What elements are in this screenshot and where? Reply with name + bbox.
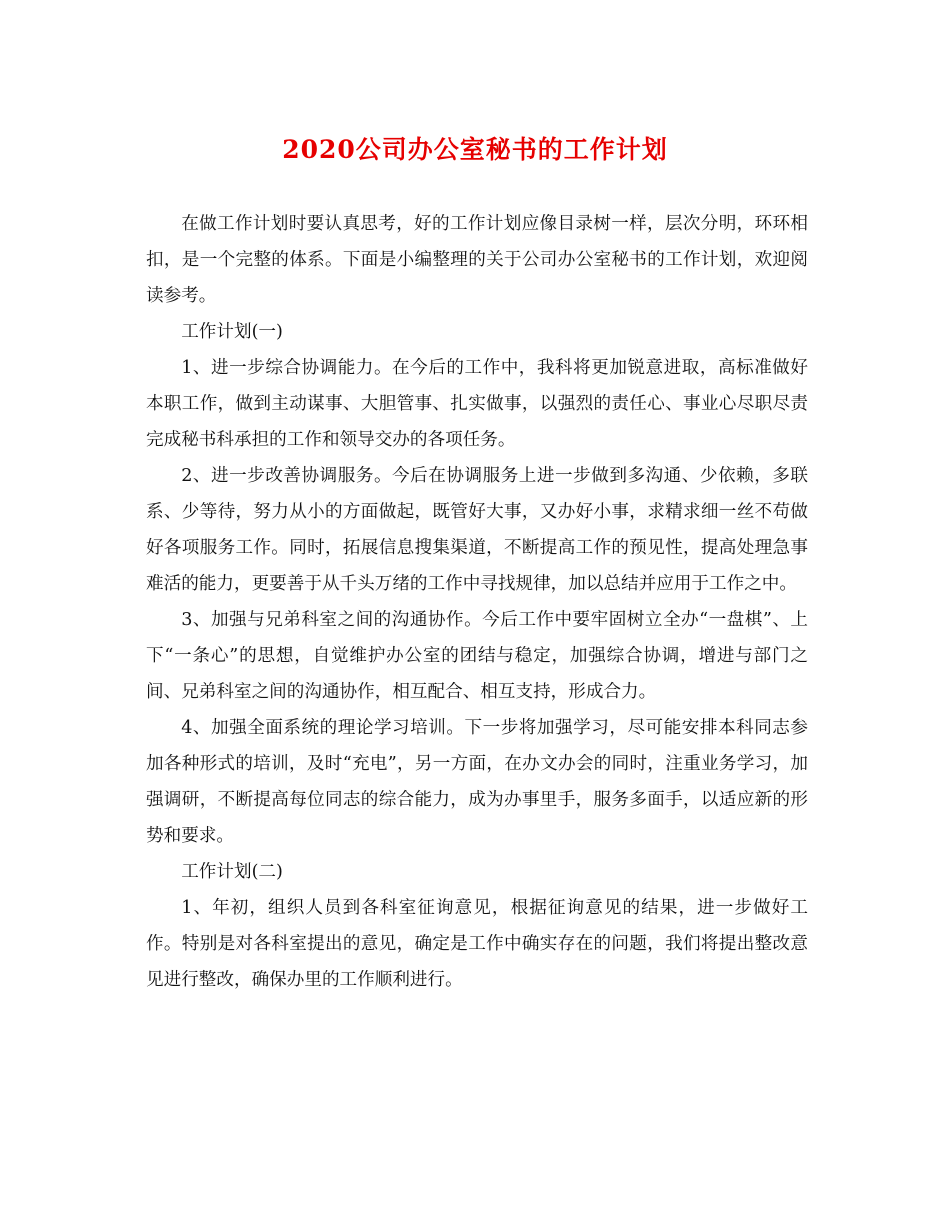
document-title: 2020公司办公室秘书的工作计划 xyxy=(282,135,668,164)
document-body xyxy=(146,206,808,998)
plan-2-item-1: 1、年初，组织人员到各科室征询意见，根据征询意见的结果，进一步做好工作。特别是对各科室提出的意见，确定是工作中确实存在的问题，我们将提出整改意见进行整改，确保办里的工作顺利进行。 xyxy=(146,898,808,990)
plan-1-item-4: 4、加强全面系统的理论学习培训。下一步将加强学习，尽可能安排本科同志参加各种形式的培训，及时“充电”，另一方面，在办文办会的同时，注重业务学习，加强调研，不断提高每位同志的综合能力，成为办事里手，服务多面手，以适应新的形势和要求。 xyxy=(146,718,808,846)
plan-1-item-3: 3、加强与兄弟科室之间的沟通协作。今后工作中要牢固树立全办“一盘棋”、上下“一条心”的思想，自觉维护办公室的团结与稳定，加强综合协调，增进与部门之间、兄弟科室之间的沟通协作，相互配合、相互支持，形成合力。 xyxy=(146,610,808,702)
intro-paragraph: 在做工作计划时要认真思考，好的工作计划应像目录树一样，层次分明，环环相扣，是一个完整的体系。下面是小编整理的关于公司办公室秘书的工作计划，欢迎阅读参考。 xyxy=(146,214,808,306)
section-heading-plan-1: 工作计划(一) xyxy=(181,322,283,342)
plan-1-item-1: 1、进一步综合协调能力。在今后的工作中，我科将更加锐意进取，高标准做好本职工作，做到主动谋事、大胆管事、扎实做事，以强烈的责任心、事业心尽职尽责完成秘书科承担的工作和领导交办的各项任务。 xyxy=(146,358,808,450)
plan-1-item-2: 2、进一步改善协调服务。今后在协调服务上进一步做到多沟通、少依赖，多联系、少等待，努力从小的方面做起，既管好大事，又办好小事，求精求细一丝不苟做好各项服务工作。同时，拓展信息搜集渠道，不断提高工作的预见性，提高处理急事难活的能力，更要善于从千头万绪的工作中寻找规律，加以总结并应用于工作之中。 xyxy=(146,466,808,594)
section-heading-plan-2: 工作计划(二) xyxy=(181,862,283,882)
